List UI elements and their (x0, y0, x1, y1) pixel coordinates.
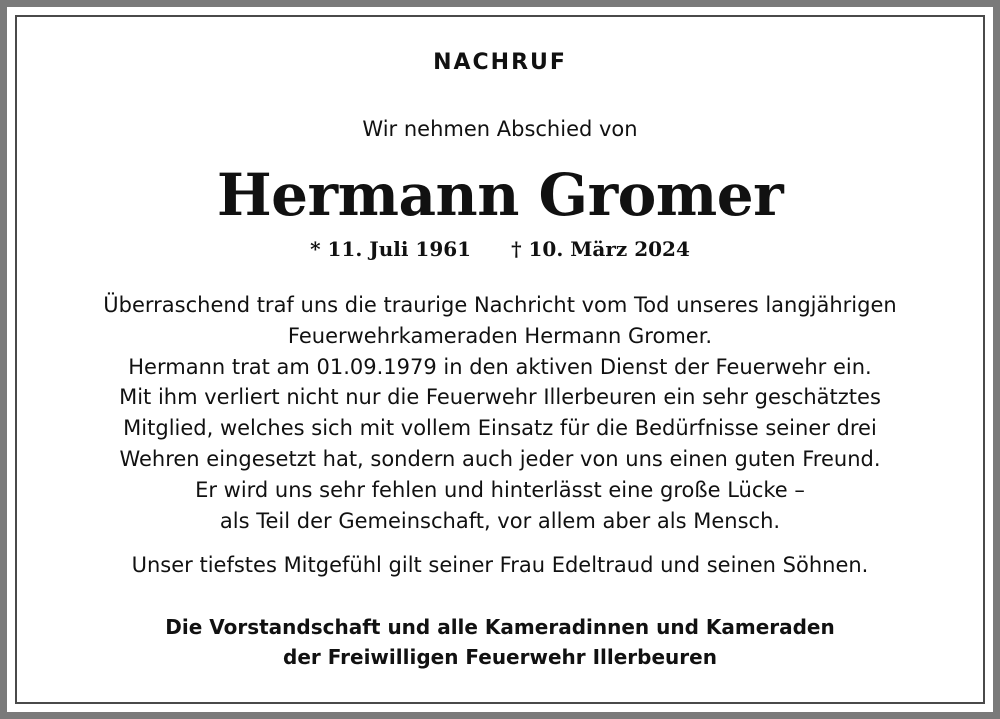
notice-heading: NACHRUF (433, 50, 567, 75)
birth-date: * 11. Juli 1961 (310, 237, 472, 261)
body-line: als Teil der Gemeinschaft, vor allem aber als Mensch. (219, 508, 781, 533)
intro-line: Wir nehmen Abschied von (362, 117, 638, 141)
notice-body (0, 290, 1000, 536)
deceased-name: Hermann Gromer (216, 161, 784, 229)
body-line: Mit ihm verliert nicht nur die Feuerwehr Illerbeuren ein sehr geschätztes (119, 385, 881, 410)
body-line: Feuerwehrkameraden Hermann Gromer. (287, 323, 713, 348)
death-date: † 10. März 2024 (511, 237, 690, 261)
life-dates (0, 236, 1000, 262)
signature-line: Die Vorstandschaft und alle Kameradinnen und Kameraden (165, 615, 835, 639)
body-line: Überraschend traf uns die traurige Nachricht vom Tod unseres langjährigen (103, 293, 897, 317)
signature-block (0, 612, 1000, 672)
signature-line: der Freiwilligen Feuerwehr Illerbeuren (283, 645, 717, 669)
body-line: Er wird uns sehr fehlen und hinterlässt eine große Lücke – (195, 477, 805, 502)
body-line: Wehren eingesetzt hat, sondern auch jeder von uns einen guten Freund. (119, 446, 881, 471)
condolence-line: Unser tiefstes Mitgefühl gilt seiner Frau Edeltraud und seinen Söhnen. (131, 553, 869, 577)
body-line: Hermann trat am 01.09.1979 in den aktiven Dienst der Feuerwehr ein. (128, 354, 872, 379)
body-line: Mitglied, welches sich mit vollem Einsatz für die Bedürfnisse seiner drei (123, 416, 877, 441)
